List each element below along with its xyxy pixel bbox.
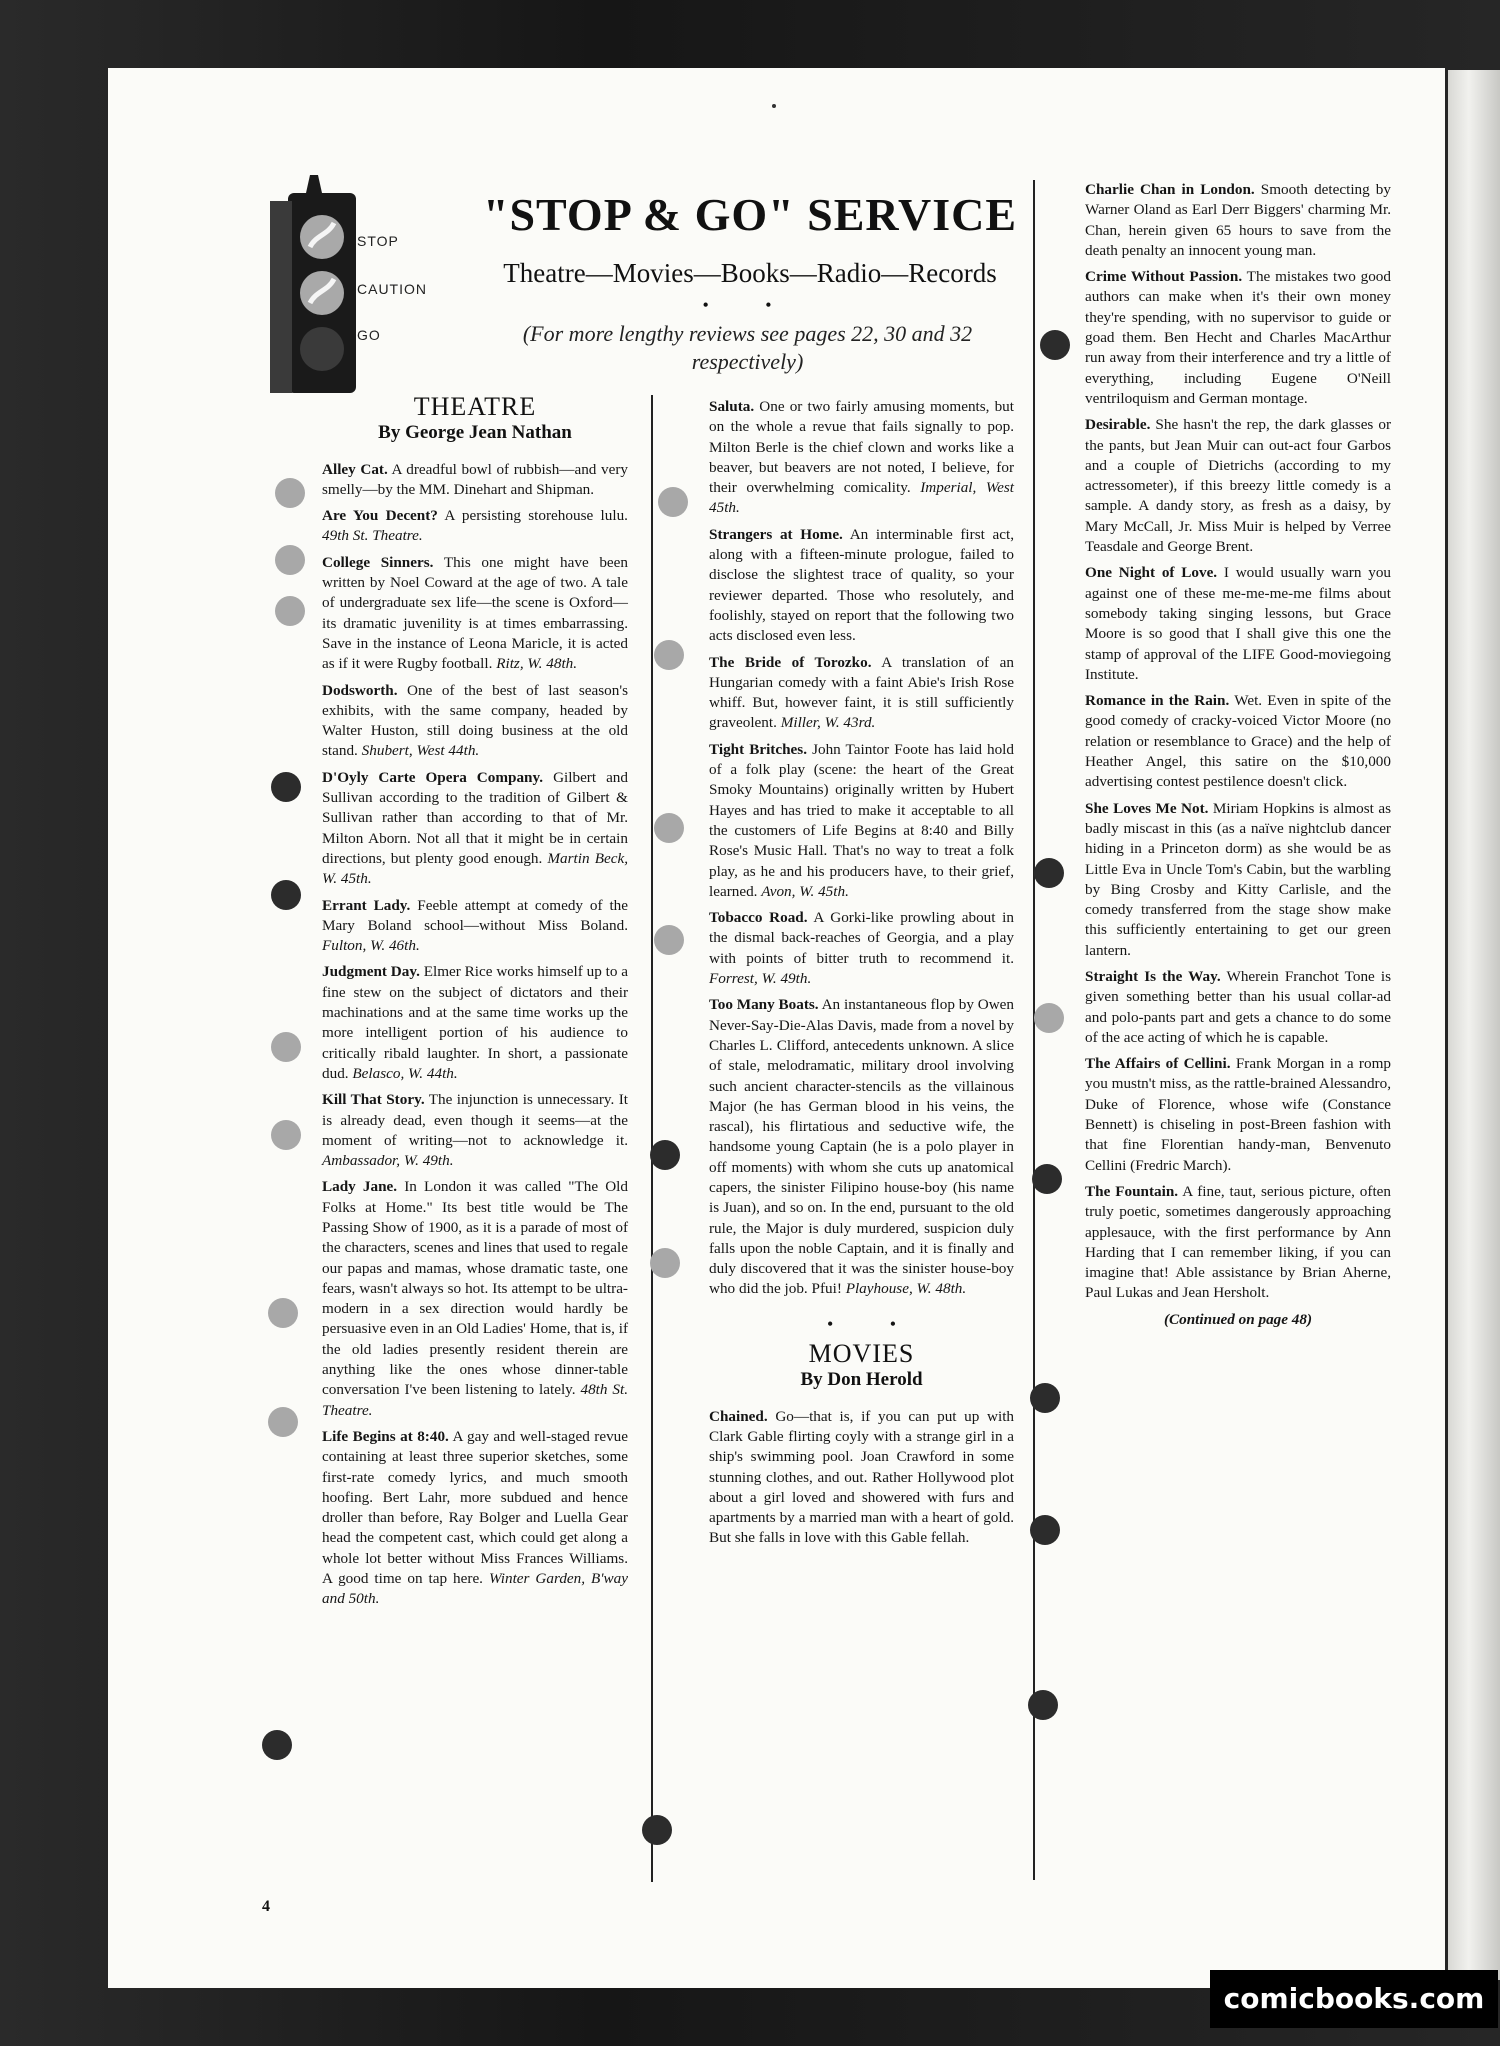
review-item: Tobacco Road. A Gorki-like prowling about in the dismal back-reaches of Georgia, and a play with points of bitter truth to recommend it. Forrest, W. 49th. — [709, 909, 1014, 988]
rating-dot-icon — [658, 487, 688, 517]
review-item: Alley Cat. A dreadful bowl of rubbish—and very smelly—by the MM. Dinehart and Shipman. — [322, 460, 628, 498]
signal-label-caution: CAUTION — [357, 281, 427, 297]
review-item: Too Many Boats. An instantaneous flop by Owen Never-Say-Die-Alas Davis, made from a novel by Charles L. Clifford, antecedents unknown. A slice of stale, melodramatic, military drool involving such ancient character-stencils as the villainous Major (he has German blood in his veins, the rascal), his flirtatious and seductive wife, the handsome young Captain (he is a polo player in off moments) with whom she cuts up anatomical capers, the sinister Filipino house-boy (his name is Juan), and so on. In the end, pursuant to the old rule, the Major is duly murdered, suspicion duly falls upon the noble Captain, and it is finally and duly discovered that it was the sinister house-boy who did the job. Pfui! Playhouse, W. 48th. — [709, 996, 1014, 1298]
review-item: The Bride of Torozko. A translation of an Hungarian comedy with a faint Abie's Irish Rose whiff. But, however faint, it is still sufficiently graveolent. Miller, W. 43rd. — [709, 653, 1014, 732]
traffic-signal-side — [270, 201, 292, 393]
rating-dot-icon — [654, 925, 684, 955]
header-note: (For more lengthy reviews see pages 22, 30 and 32 respectively) — [522, 321, 973, 374]
rating-dot-icon — [650, 1140, 680, 1170]
adjacent-page-edge — [1448, 70, 1500, 1980]
review-item: Romance in the Rain. Wet. Even in spite of the good comedy of cracky-voiced Victor Moore (no relation or resemblance to Grace) and the help of Heather Angel, this satire on the $10,000 advertising contest pestilence doesn't click. — [1085, 692, 1392, 791]
rating-dot-icon — [271, 772, 301, 802]
watermark: comicbooks.com — [1210, 1970, 1498, 2028]
traffic-signal-icon — [270, 175, 358, 400]
rating-dot-icon — [1028, 1690, 1058, 1720]
column-three — [1085, 180, 1391, 1330]
review-item: Desirable. She hasn't the rep, the dark glasses or the pants, but Jean Muir can out-act four Garbos and a couple of Dietrichs (according to my actressometer), if this breezy little comedy is a sample. A dandy story, as fresh as a daisy, by Mary McCall, Jr. Miss Muir is helped by Verree Teasdale and George Brent. — [1085, 416, 1391, 556]
review-item: Judgment Day. Elmer Rice works himself up to a fine stew on the subject of dictators and their machinations and at the same time works up the more intelligent portion of his audience to critically ribald laughter. In short, a passionate dud. Belasco, W. 44th. — [322, 963, 629, 1082]
review-item: Strangers at Home. An interminable first act, along with a fifteen-minute prologue, failed to disclose the slightest trace of quality, so your reviewer departed. Those who resolutely, and foolishly, stayed on report that the following two acts disclosed even less. — [709, 525, 1014, 645]
theatre-heading: THEATRE — [413, 392, 537, 421]
column-one — [322, 392, 629, 1616]
rating-dot-icon — [1032, 1164, 1062, 1194]
rating-dot-icon — [654, 813, 684, 843]
theatre-byline: By George Jean Nathan — [378, 422, 572, 444]
signal-label-go: GO — [357, 327, 381, 343]
review-item: College Sinners. This one might have been written by Noel Coward at the age of two. A tale of undergraduate sex life—the scene is Oxford—its dramatic juvenility is at times embarrassing. Save in the instance of Leona Maricle, it is acted as if it were Rugby football. Ritz, W. 48th. — [322, 553, 628, 673]
review-item: Dodsworth. One of the best of last season's exhibits, with the same company, headed by Walter Huston, still doing business at the old stand. Shubert, West 44th. — [322, 681, 628, 760]
header-ornament: • • — [702, 295, 798, 315]
rating-dot-icon — [268, 1298, 298, 1328]
movies-ornament: • • — [826, 1313, 923, 1334]
review-item: One Night of Love. I would usually warn you against one of these me-me-me-me films about somebody taking singing lessons, but Grace Moore is so good that I shall give this one the stamp of approval of the LIFE Good-moviegoing Institute. — [1085, 564, 1392, 683]
continued-note: (Continued on page 48) — [1163, 1310, 1313, 1328]
rating-dot-icon — [654, 640, 684, 670]
review-item: Lady Jane. In London it was called "The Old Folks at Home." Its best title would be The Passing Show of 1900, as it is a parade of most of the characters, scenes and lines that used to regale our papas and mamas, whose dramatic taste, one fears, wasn't always so hot. Its attempt to be ultra-modern in a sex direction would hardly be persuasive even in an Old Ladies' Home, that is, if the old ladies presently resident therein are anything like the ones whose dinner-table conversation I've been listening to lately. 48th St. Theatre. — [322, 1178, 628, 1419]
review-item: Errant Lady. Feeble attempt at comedy of the Mary Boland school—without Miss Boland. Fulton, W. 46th. — [322, 896, 629, 955]
review-item: Tight Britches. John Taintor Foote has laid hold of a folk play (scene: the heart of the Great Smoky Mountains) originally written by Hubert Hayes and has tried to make it acceptable to all the customers of Life Begins at 8:40 and Billy Rose's Music Hall. That's no way to treat a folk play, as he and his producers have, to their grief, learned. Avon, W. 45th. — [709, 740, 1014, 900]
rating-dot-icon — [275, 478, 305, 508]
rating-dot-icon — [1034, 858, 1064, 888]
review-item: Chained. Go—that is, if you can put up with Clark Gable flirting coyly with a strange girl in a ship's swimming pool. Joan Crawford in some stunning clothes, and out. Rather Hollywood plot about a girl loved and showered with furs and apartments by a married man with a heart of gold. But she falls in love with this Gable fellah. — [709, 1407, 1015, 1547]
rating-dot-icon — [1040, 330, 1070, 360]
column-divider — [1033, 180, 1035, 1880]
rating-dot-icon — [1030, 1515, 1060, 1545]
page-speck — [772, 104, 776, 108]
review-item: D'Oyly Carte Opera Company. Gilbert and Sullivan according to the tradition of Gilbert & Sullivan rather than according to that of Mr. Milton Aborn. Not all that it might be in certain directions, but plenty good enough. Martin Beck, W. 45th. — [322, 768, 628, 888]
review-item: Straight Is the Way. Wherein Franchot Tone is given something better than his usual collar-ad and polo-pants part and gets a chance to do some of the ace acting of which he is capable. — [1085, 967, 1391, 1046]
review-item: The Fountain. A fine, taut, serious picture, often truly poetic, sometimes dangerously approaching applesauce, with the first performance by Ann Harding that I can remember liking, if you can imagine that! Able assistance by Brian Aherne, Paul Lukas and Jean Hersholt. — [1085, 1182, 1391, 1302]
review-item: Are You Decent? A persisting storehouse lulu. 49th St. Theatre. — [322, 507, 628, 545]
review-item: Saluta. One or two fairly amusing moments, but on the whole a revue that fails signally to pop. Milton Berle is the chief clown and works like a beaver, but beavers are not noted, I believe, for their overwhelming comicality. Imperial, West 45th. — [709, 398, 1015, 517]
rating-dot-icon — [275, 596, 305, 626]
movies-byline: By Don Herold — [800, 1369, 923, 1391]
review-item: Charlie Chan in London. Smooth detecting by Warner Oland as Earl Derr Biggers' charming Mr. Chan, herein given 65 hours to save from the death penalty an innocent young man. — [1085, 181, 1391, 259]
page-subtitle: Theatre—Movies—Books—Radio—Records — [503, 258, 997, 288]
rating-dot-icon — [642, 1815, 672, 1845]
go-lamp-icon — [300, 327, 344, 371]
column-two — [709, 397, 1014, 1555]
page-number: 4 — [262, 1898, 270, 1915]
review-item: Crime Without Passion. The mistakes two good authors can make when it's their own money they're spending, with no supervisor to guide or goad them. Ben Hecht and Charles MacArthur run away from their interference and try a little of everything, including Eugene O'Neill ventriloquism and German montage. — [1085, 268, 1391, 407]
review-item: Life Begins at 8:40. A gay and well-staged revue containing at least three superior sketches, some first-rate comedy lyrics, and much smooth hoofing. Bert Lahr, more subdued and hence droller than before, Ray Bolger and Luella Gear head the competent cast, which could get along a whole lot better without Miss Frances Williams. A good time on tap here. Winter Garden, B'way and 50th. — [322, 1427, 628, 1608]
rating-dot-icon — [262, 1730, 292, 1760]
column-divider — [651, 395, 653, 1882]
rating-dot-icon — [271, 1032, 301, 1062]
movies-heading: MOVIES — [808, 1339, 915, 1369]
signal-label-stop: STOP — [357, 233, 399, 249]
rating-dot-icon — [271, 1120, 301, 1150]
page-title: "STOP & GO" SERVICE — [482, 189, 1018, 240]
rating-dot-icon — [275, 545, 305, 575]
rating-dot-icon — [271, 880, 301, 910]
review-item: Kill That Story. The injunction is unnecessary. It is already dead, even though it seems—at the moment of writing—not to acknowledge it. Ambassador, W. 49th. — [322, 1091, 628, 1170]
rating-dot-icon — [268, 1407, 298, 1437]
rating-dot-icon — [1034, 1003, 1064, 1033]
traffic-signal-top-icon — [306, 175, 322, 193]
rating-dot-icon — [650, 1248, 680, 1278]
rating-dot-icon — [1030, 1383, 1060, 1413]
review-item: She Loves Me Not. Miriam Hopkins is almost as badly miscast in this (as a naïve nightclub dancer hiding in a Princeton dorm) as she would be as Little Eva in Uncle Tom's Cabin, but the warbling by Bing Crosby and Kitty Carlisle, and the comedy transferred from the stage show make this sufficiently entertaining to get our green lantern. — [1085, 799, 1391, 959]
review-item: The Affairs of Cellini. Frank Morgan in a romp you mustn't miss, as the rattle-brained Alessandro, Duke of Florence, whose wife (Constance Bennett) is chiseling in post-Breen fashion with that fine Florentian handy-man, Benvenuto Cellini (Fredric March). — [1085, 1055, 1391, 1174]
